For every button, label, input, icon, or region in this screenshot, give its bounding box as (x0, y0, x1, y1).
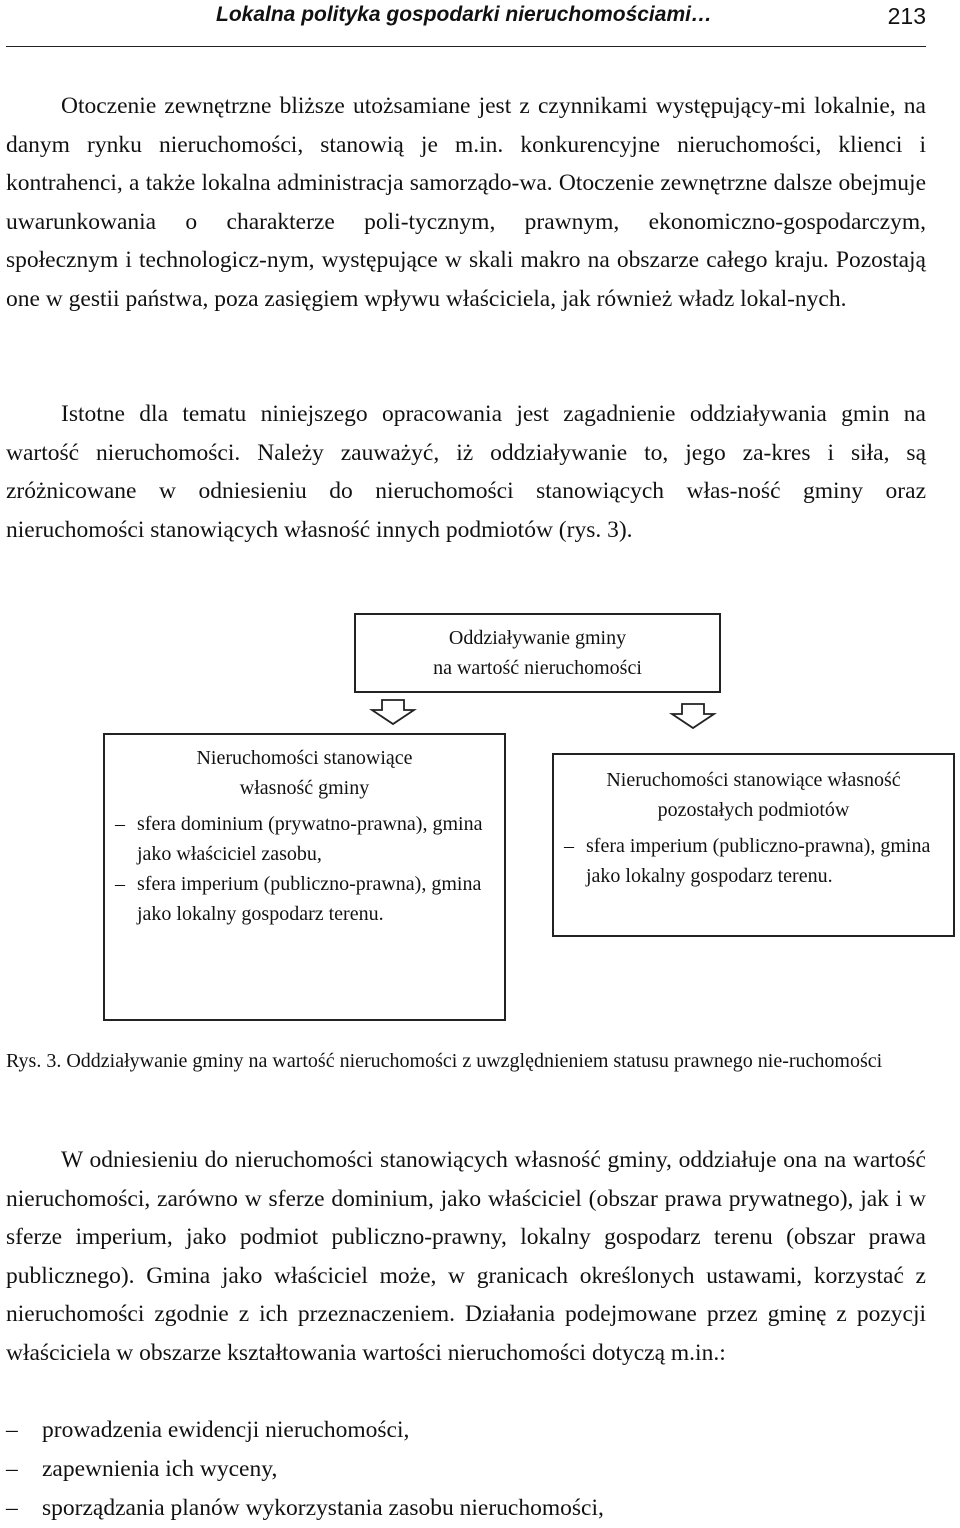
arrow-down-left-icon (368, 698, 418, 726)
left-box-item (115, 809, 494, 869)
right-box-items (564, 831, 943, 891)
list-item (6, 1489, 604, 1528)
running-title: Lokalna polityka gospodarki nieruchomościami… (216, 3, 712, 26)
dash-bullet: – (6, 1456, 18, 1482)
left-box-item-text: sfera imperium (publiczno-prawna), gmina jako lokalny gospodarz terenu. (137, 873, 482, 925)
left-box-title-line-1: Nieruchomości stanowiące (196, 747, 413, 769)
dash-bullet: – (115, 873, 125, 895)
list-item-text: prowadzenia ewidencji nieruchomości, (42, 1417, 410, 1443)
right-box-title-line-1: Nieruchomości stanowiące własność (606, 769, 901, 791)
right-box-title-line-2: pozostałych podmiotów (657, 799, 850, 821)
diagram-right-box (552, 753, 955, 937)
paragraph-2: Istotne dla tematu niniejszego opracowania jest zagadnienie oddziaływania gmin na wartość nieruchomości. Należy zauważyć, iż oddziaływanie to, jego za-kres i siła, są zróżnicowane w odniesieniu do nieruchomości stanowiących włas-ność gminy oraz nieruchomości stanowiących własność innych podmiotów (rys. 3). (6, 401, 926, 543)
list-item-text: sporządzania planów wykorzystania zasobu nieruchomości, (42, 1495, 604, 1521)
top-box-line-1: Oddziaływanie gminy (448, 627, 627, 649)
left-box-title-line-2: własność gminy (239, 777, 370, 799)
left-box-items (115, 809, 494, 929)
list-item (6, 1411, 604, 1450)
dash-bullet: – (564, 835, 574, 857)
list-item (6, 1450, 604, 1489)
activity-list (6, 1411, 604, 1528)
page-number: 213 (887, 3, 926, 29)
list-item-text: zapewnienia ich wyceny, (42, 1456, 278, 1482)
diagram-left-box (103, 733, 506, 1021)
paragraph-3: W odniesieniu do nieruchomości stanowiących własność gminy, oddziałuje ona na wartość nieruchomości, zarówno w sferze dominium, jako właściciel (obszar prawa prywatnego), jak i w sferze imperium, jako podmiot publiczno-prawny, lokalny gospodarz terenu (obszar prawa publicznego). Gmina jako właściciel może, w granicach określonych ustawami, korzystać z nieruchomości zgodnie z ich przeznaczeniem. Działania podejmowane przez gminę z pozycji właściciela w obszarze kształtowania wartości nieruchomości dotyczą m.in.: (6, 1147, 926, 1366)
diagram-top-box (354, 613, 721, 693)
left-box-item-text: sfera dominium (prywatno-prawna), gmina jako właściciel zasobu, (137, 813, 483, 865)
top-box-line-2: na wartość nieruchomości (433, 657, 642, 679)
arrow-down-right-icon (668, 702, 718, 730)
dash-bullet: – (6, 1495, 18, 1521)
left-box-item (115, 869, 494, 929)
right-box-item (564, 831, 943, 891)
right-box-item-text: sfera imperium (publiczno-prawna), gmina jako lokalny gospodarz terenu. (586, 835, 931, 887)
paragraph-1: Otoczenie zewnętrzne bliższe utożsamiane jest z czynnikami występujący-mi lokalnie, na danym rynku nieruchomości, stanowią je m.in. konkurencyjne nieruchomości, klienci i kontrahenci, a także lokalna administracja samorządo-wa. Otoczenie zewnętrzne dalsze obejmuje uwarunkowania o charakterze poli-tycznym, prawnym, ekonomiczno-gospodarczym, społecznym i technologicz-nym, występujące w skali makro na obszarze całego kraju. Pozostają one w gestii państwa, poza zasięgiem wpływu właściciela, jak również władz lokal-nych. (6, 93, 926, 312)
dash-bullet: – (115, 813, 125, 835)
figure-caption: Rys. 3. Oddziaływanie gminy na wartość nieruchomości z uwzględnieniem statusu prawnego nie-ruchomości (6, 1050, 883, 1072)
dash-bullet: – (6, 1417, 18, 1443)
